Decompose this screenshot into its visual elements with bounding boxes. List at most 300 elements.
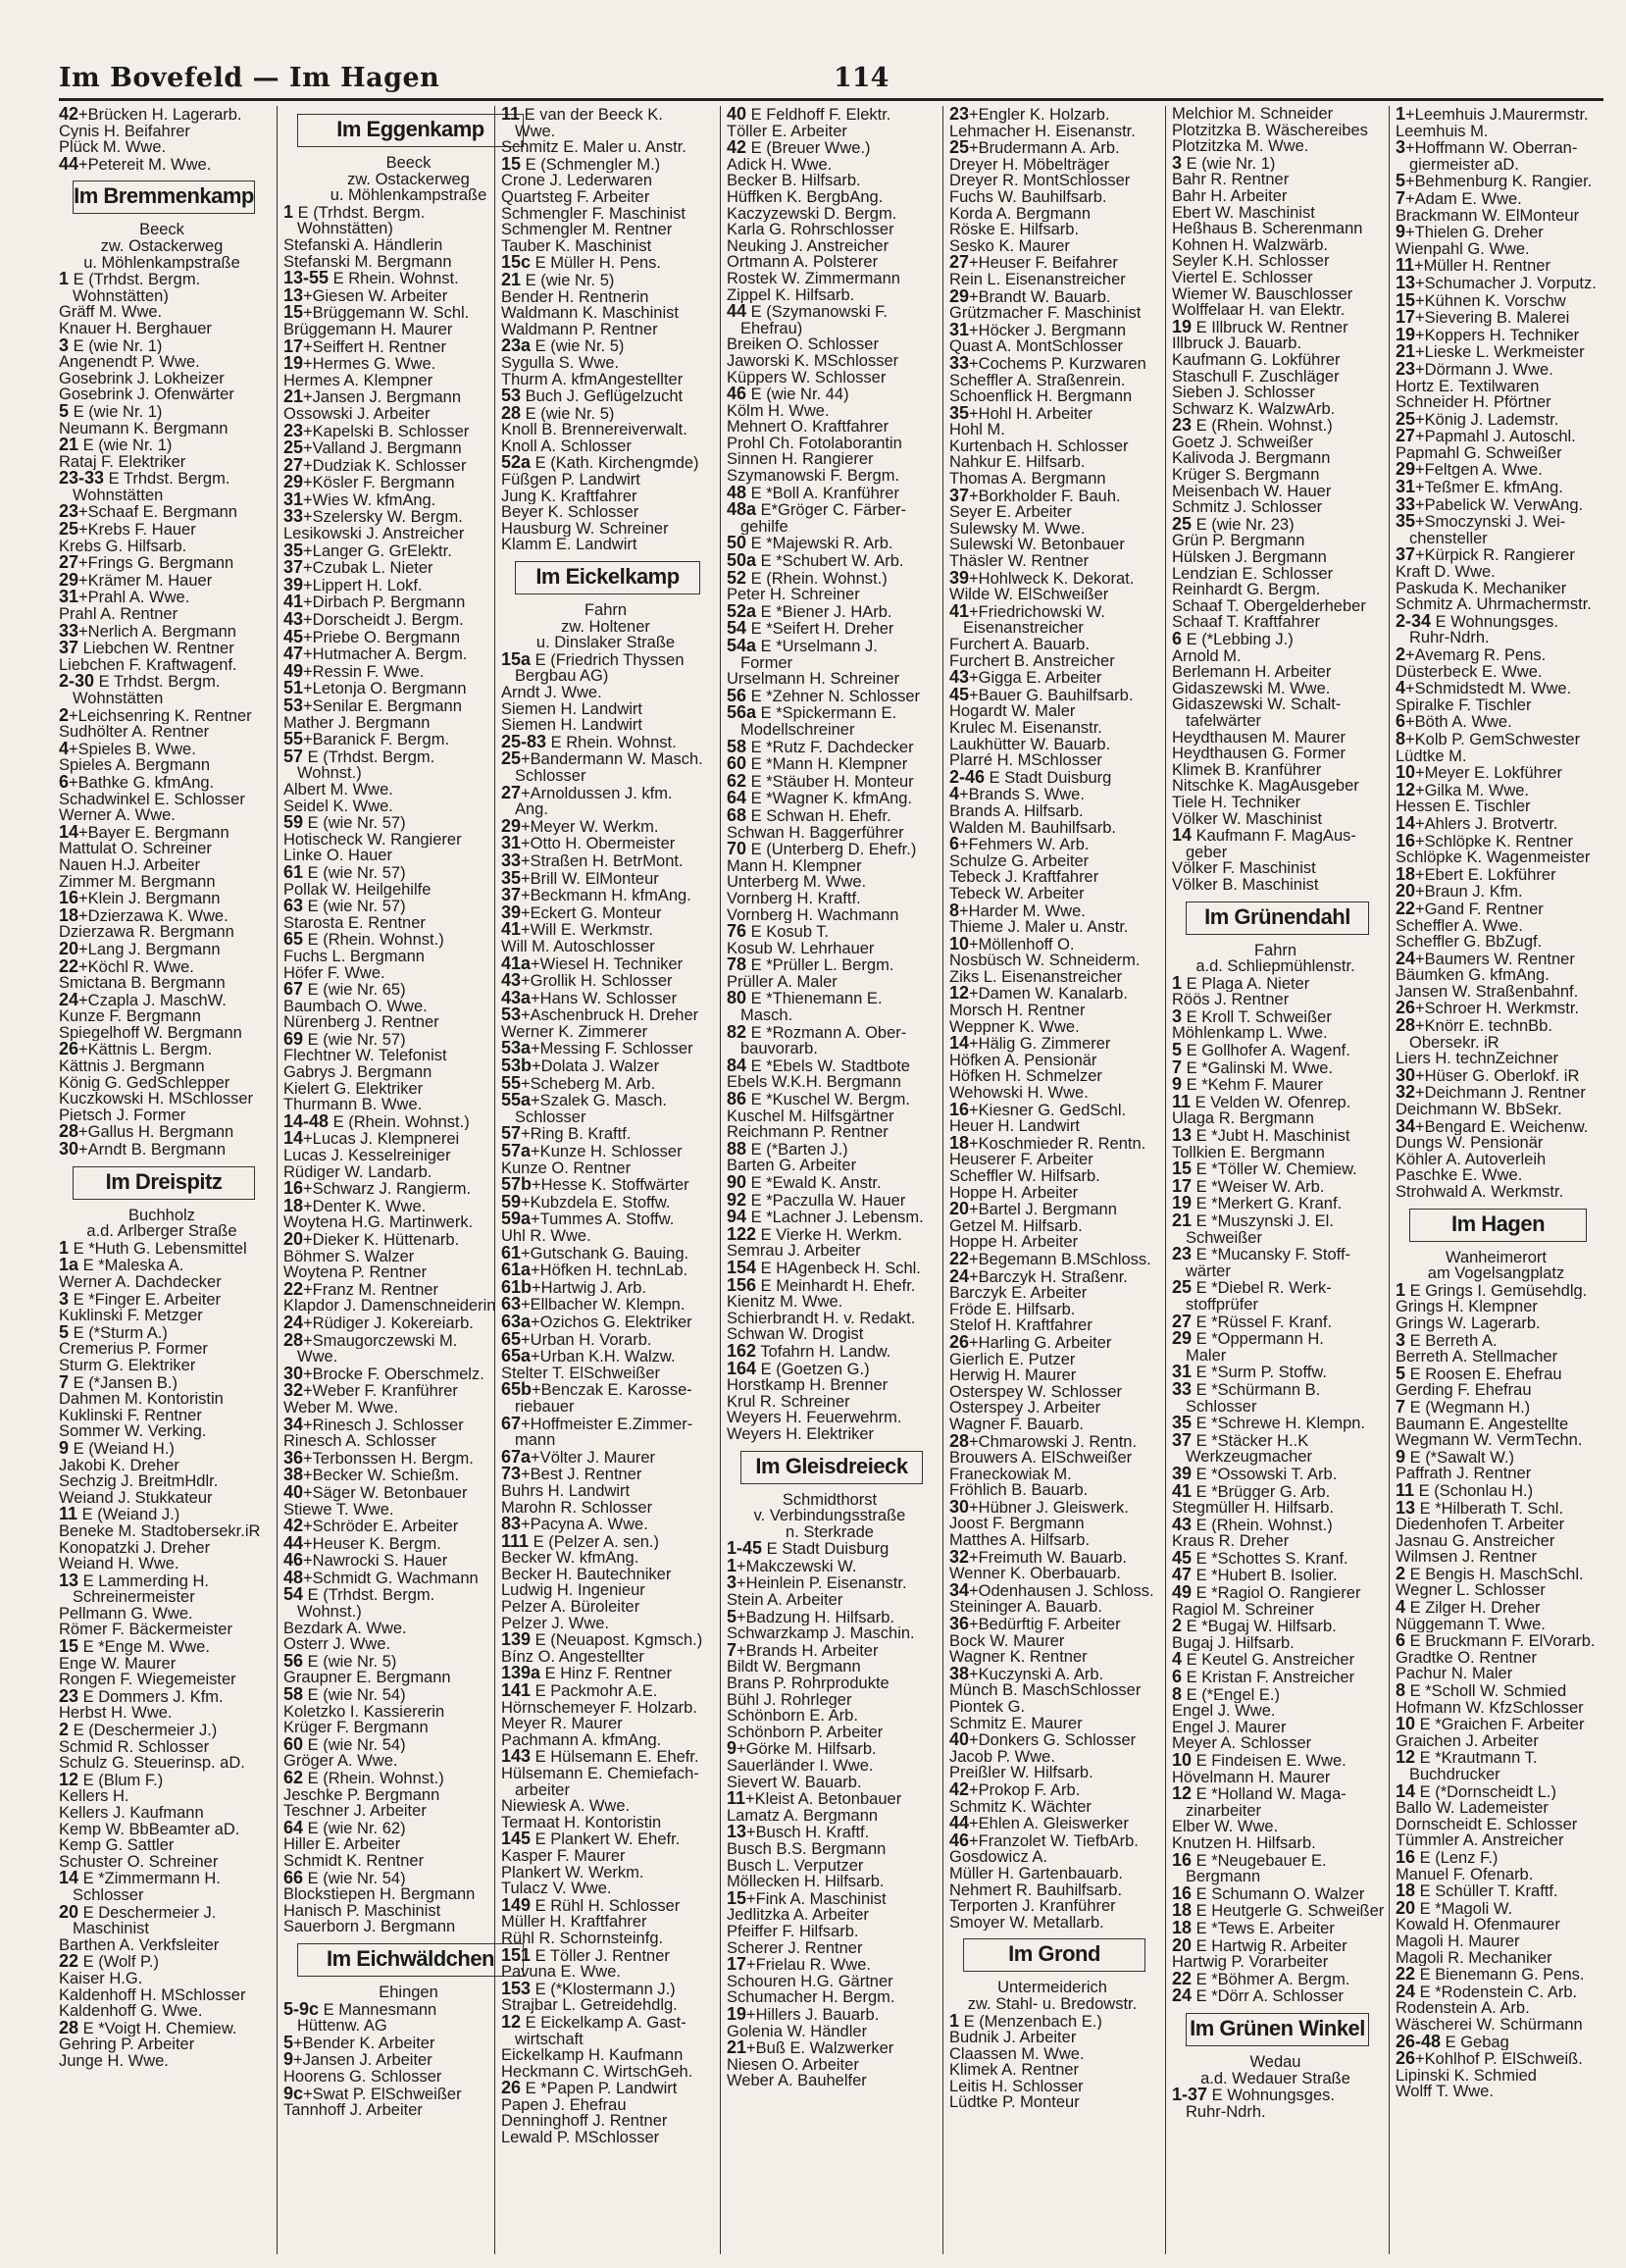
resident-entry: Schulze G. Arbeiter: [949, 852, 1090, 870]
resident-entry: 1 E (Trhdst. Bergm.: [59, 271, 201, 288]
resident-entry: Spiegelhoff W. Bergmann: [59, 1024, 242, 1042]
resident-entry: 1 E Grings I. Gemüsehdlg.: [1396, 1281, 1588, 1300]
resident-entry: 35+Langer G. GrElektr.: [283, 541, 452, 560]
resident-entry: Mehnert O. Kraftfahrer: [727, 419, 889, 436]
resident-entry: 1+Leemhuis J.Maurermstr.: [1396, 106, 1589, 124]
resident-entry: Ballo W. Lademeister: [1396, 1800, 1549, 1817]
resident-entry: 57b+Hesse K. Stoffwärter: [501, 1176, 689, 1194]
resident-entry: 61+Gutschank G. Bauing.: [501, 1244, 689, 1263]
resident-entry: 6 E Kristan F. Anstreicher: [1172, 1669, 1355, 1686]
resident-entry: Claassen M. Wwe.: [949, 2045, 1085, 2063]
resident-entry: Krüger S. Bergmann: [1172, 467, 1320, 484]
resident-entry: Dreyer H. Möbelträger: [949, 156, 1110, 174]
resident-entry: 11+Kleist A. Betonbauer: [727, 1790, 902, 1808]
resident-entry: Spiralke F. Tischler: [1396, 696, 1532, 714]
resident-entry: 12 E (Blum F.): [59, 1771, 164, 1789]
resident-entry: Dungs W. Pensionär: [1396, 1135, 1544, 1152]
resident-entry: Bahr R. Rentner: [1172, 172, 1290, 188]
resident-entry: Franeckowiak M.: [949, 1466, 1072, 1483]
resident-entry: 20+Lang J. Bergmann: [59, 940, 221, 958]
resident-entry: Kohnen H. Walzwärb.: [1172, 236, 1328, 254]
resident-entry: 111 E (Pelzer A. sen.): [501, 1532, 660, 1551]
resident-entry: 86 E *Kuschel W. Bergm.: [727, 1091, 910, 1108]
resident-entry: 58 E (wie Nr. 54): [283, 1686, 406, 1704]
resident-entry: 2 E Bengis H. MaschSchl.: [1396, 1565, 1584, 1583]
resident-entry: 21 E (wie Nr. 1): [59, 437, 173, 454]
resident-entry: 84 E *Ebels W. Stadtbote: [727, 1057, 910, 1075]
resident-entry: 88 E (*Barten J.): [727, 1140, 848, 1159]
resident-entry: 21 E *Muszynski J. El.: [1172, 1212, 1334, 1230]
resident-entry: Ossowski J. Arbeiter: [283, 405, 431, 423]
resident-entry: Ziks L. Eisenanstreicher: [949, 968, 1123, 986]
resident-entry: 27+Frings G. Bergmann: [59, 554, 234, 572]
resident-entry: Dahmen M. Kontoristin: [59, 1391, 224, 1408]
resident-entry: Prahl A. Rentner: [59, 606, 178, 623]
resident-entry: 46+Nawrocki S. Hauer: [283, 1552, 448, 1570]
resident-entry: Barthen A. Verkfsleiter: [59, 1936, 220, 1954]
resident-entry: Bühl J. Rohrleger: [727, 1691, 852, 1709]
resident-entry: 27+Dudziak K. Schlosser: [283, 456, 467, 475]
resident-entry: 20 E Deschermeier J.: [59, 1903, 217, 1922]
resident-entry: Hoorens G. Schlosser: [283, 2068, 442, 2086]
resident-entry: Gosebrink J. Ofenwärter: [59, 387, 234, 403]
entry-continuation: Schweißer: [1186, 1229, 1262, 1247]
resident-entry: Wilmsen J. Rentner: [1396, 1549, 1537, 1566]
resident-entry: Uhl R. Wwe.: [501, 1228, 591, 1245]
resident-entry: 29+Krämer M. Hauer: [59, 571, 213, 590]
resident-entry: Gosdowicz A.: [949, 1849, 1047, 1866]
resident-entry: 15c E Müller H. Pens.: [501, 254, 662, 272]
resident-entry: 5 E Roosen E. Ehefrau: [1396, 1365, 1562, 1383]
resident-entry: Kuklinski F. Metzger: [59, 1308, 203, 1324]
resident-entry: 1-37 E Wohnungsges.: [1172, 2087, 1335, 2104]
resident-entry: 24 E *Rodenstein C. Arb.: [1396, 1983, 1578, 2001]
resident-entry: Sauerländer I. Wwe.: [727, 1758, 874, 1775]
resident-entry: 16+Schwarz J. Rangierm.: [283, 1180, 472, 1198]
resident-entry: 18 E Heutgerle G. Schweißer: [1172, 1902, 1385, 1920]
resident-entry: 65b+Benczak E. Karosse-: [501, 1381, 692, 1399]
resident-entry: 26+Harling G. Arbeiter: [949, 1333, 1112, 1352]
resident-entry: Pfeiffer F. Hilfsarb.: [727, 1923, 859, 1940]
resident-entry: 149 E Rühl H. Schlosser: [501, 1896, 681, 1915]
resident-entry: Scheffler G. BbZugf.: [1396, 934, 1543, 951]
resident-entry: 43+Gigga E. Arbeiter: [949, 669, 1102, 687]
resident-entry: 25+Valland J. Bergmann: [283, 439, 462, 457]
resident-entry: 25 E *Diebel R. Werk-: [1172, 1279, 1332, 1297]
resident-entry: Fuchs L. Bergmann: [283, 948, 425, 965]
resident-entry: Thieme J. Maler u. Anstr.: [949, 919, 1129, 936]
resident-entry: Lehmacher H. Eisenanstr.: [949, 123, 1136, 140]
entry-continuation: Schreinermeister: [73, 1589, 195, 1606]
resident-entry: 17+Frielau R. Wwe.: [727, 1956, 872, 1974]
resident-entry: Krebs G. Hilfsarb.: [59, 538, 187, 555]
resident-entry: 14-48 E (Rhein. Wohnst.): [283, 1112, 470, 1131]
resident-entry: Müller H. Kraftfahrer: [501, 1914, 647, 1931]
resident-entry: Seidel K. Wwe.: [283, 798, 393, 815]
resident-entry: 3 E (wie Nr. 1): [59, 336, 163, 355]
resident-entry: 68 E Schwan H. Ehefr.: [727, 806, 891, 825]
resident-entry: Flechtner W. Telefonist: [283, 1048, 447, 1065]
resident-entry: Stefanski A. Händlerin: [283, 236, 443, 254]
resident-entry: 33+Pabelick W. VerwAng.: [1396, 495, 1584, 514]
resident-entry: Leemhuis M.: [1396, 123, 1489, 140]
resident-entry: Kunze F. Bergmann: [59, 1008, 201, 1025]
resident-entry: Schwan H. Baggerführer: [727, 824, 904, 842]
resident-entry: 34+Odenhausen J. Schloss.: [949, 1581, 1154, 1600]
resident-entry: Blockstiepen H. Bergmann: [283, 1886, 476, 1903]
resident-entry: 9 E (*Sawalt W.): [1396, 1448, 1514, 1467]
resident-entry: Karla G. Rohrschlosser: [727, 222, 894, 238]
resident-entry: Nehmert R. Bauhilfsarb.: [949, 1881, 1123, 1899]
resident-entry: Thäsler W. Rentner: [949, 553, 1090, 570]
resident-entry: Rühl R. Schornsteinfg.: [501, 1930, 664, 1947]
street-heading: Im Dreispitz: [73, 1166, 255, 1200]
resident-entry: Furchert B. Anstreicher: [949, 652, 1115, 670]
resident-entry: Ortmann A. Polsterer: [727, 254, 879, 271]
resident-entry: 67+Hoffmeister E.Zimmer-: [501, 1415, 693, 1433]
resident-entry: Hiller E. Arbeiter: [283, 1836, 401, 1853]
resident-entry: Terporten J. Kranführer: [949, 1898, 1116, 1915]
district-label: zw. Stahl- u. Bredowstr.: [967, 1995, 1138, 2013]
resident-entry: Wegner L. Schlosser: [1396, 1582, 1546, 1600]
resident-entry: 122 E Vierke H. Werkm.: [727, 1225, 902, 1244]
resident-entry: Diedenhofen T. Arbeiter: [1396, 1517, 1565, 1533]
resident-entry: Spieles A. Bergmann: [59, 757, 211, 774]
resident-entry: 143 E Hülsemann E. Ehefr.: [501, 1748, 699, 1766]
resident-entry: 49+Ressin F. Wwe.: [283, 662, 425, 681]
resident-entry: Gierlich E. Putzer: [949, 1351, 1076, 1368]
resident-entry: 12 E *Holland W. Maga-: [1172, 1785, 1347, 1803]
resident-entry: Tebeck J. Kraftfahrer: [949, 869, 1099, 886]
resident-entry: Höfken A. Pensionär: [949, 1052, 1097, 1069]
resident-entry: Szymanowski F. Bergm.: [727, 468, 900, 485]
resident-entry: 10+Meyer E. Lokführer: [1396, 764, 1562, 782]
resident-entry: Ludwig H. Ingenieur: [501, 1582, 645, 1600]
resident-entry: Knauer H. Berghauer: [59, 320, 212, 337]
resident-entry: 82 E *Rozmann A. Ober-: [727, 1023, 907, 1042]
resident-entry: 56a E *Spickermann E.: [727, 704, 897, 722]
resident-entry: 45+Priebe O. Bergmann: [283, 628, 461, 646]
resident-entry: Hogardt W. Maler: [949, 703, 1076, 720]
resident-entry: Füßgen P. Landwirt: [501, 472, 640, 489]
resident-entry: 27+Arnoldussen J. kfm.: [501, 784, 673, 802]
resident-entry: Schoenflick H. Bergmann: [949, 388, 1133, 405]
street-heading: Im Bremmenkamp: [73, 180, 255, 214]
resident-entry: Weber A. Bauhelfer: [727, 2073, 867, 2089]
resident-entry: Scheffler W. Hilfsarb.: [949, 1168, 1100, 1185]
district-label: u. Dinslaker Straße: [535, 635, 676, 651]
resident-entry: Joost F. Bergmann: [949, 1516, 1085, 1533]
resident-entry: Beneke M. Stadtobersekr.iR: [59, 1522, 261, 1540]
resident-entry: 2+Avemarg R. Pens.: [1396, 646, 1547, 664]
district-label: n. Sterkrade: [786, 1523, 874, 1541]
resident-entry: Brans P. Rohrprodukte: [727, 1675, 889, 1692]
resident-entry: Klimek A. Rentner: [949, 2062, 1080, 2079]
resident-entry: 14+Hälig G. Zimmerer: [949, 1035, 1111, 1053]
resident-entry: 55+Baranick F. Bergm.: [283, 731, 450, 748]
resident-entry: 70 E (Unterberg D. Ehefr.): [727, 841, 917, 858]
resident-entry: Graupner E. Bergmann: [283, 1670, 451, 1687]
resident-entry: Heuserer F. Arbeiter: [949, 1152, 1093, 1168]
resident-entry: 12+Damen W. Kanalarb.: [949, 985, 1128, 1004]
resident-entry: Hotischeck W. Rangierer: [283, 831, 462, 849]
resident-entry: 24+Baumers W. Rentner: [1396, 950, 1575, 968]
resident-entry: Sinnen H. Rangierer: [727, 451, 874, 469]
resident-entry: 48+Schmidt G. Wachmann: [283, 1569, 479, 1587]
resident-entry: 8 E *Scholl W. Schmied: [1396, 1682, 1567, 1700]
resident-entry: Meyer R. Maurer: [501, 1716, 623, 1732]
resident-entry: Pachur N. Maler: [1396, 1666, 1513, 1683]
resident-entry: 10+Möllenhoff O.: [949, 935, 1075, 954]
resident-entry: 8+Kolb P. GemSchwester: [1396, 730, 1581, 748]
resident-entry: 8+Harder M. Wwe.: [949, 902, 1086, 920]
resident-entry: Fuchs W. Bauhilfsarb.: [949, 188, 1107, 206]
resident-entry: Enge W. Maurer: [59, 1655, 177, 1673]
resident-entry: Neuking J. Anstreicher: [727, 237, 889, 255]
resident-entry: Breiken O. Schlosser: [727, 336, 879, 353]
resident-entry: Gidaszewski W. Schalt-: [1172, 696, 1342, 713]
entry-continuation: Former: [740, 654, 793, 672]
resident-entry: Will M. Autoschlosser: [501, 938, 655, 955]
resident-entry: 59a+Tummes A. Stoffw.: [501, 1211, 675, 1228]
resident-entry: Hausburg W. Schreiner: [501, 520, 669, 538]
resident-entry: 92 E *Paczulla W. Hauer: [727, 1191, 906, 1210]
resident-entry: 18 E *Tews E. Arbeiter: [1172, 1919, 1335, 1937]
resident-entry: Thomas A. Bergmann: [949, 471, 1106, 488]
resident-entry: 8 E (*Engel E.): [1172, 1685, 1280, 1704]
resident-entry: 94 E *Lachner J. Lebensm.: [727, 1209, 924, 1226]
resident-entry: 52a E *Biener J. HArb.: [727, 602, 892, 621]
resident-entry: 30+Brocke F. Oberschmelz.: [283, 1365, 484, 1383]
resident-entry: Korda A. Bergmann: [949, 205, 1092, 223]
resident-entry: 52 E (Rhein. Wohnst.): [727, 569, 888, 588]
resident-entry: 5 E (*Sturm A.): [59, 1323, 168, 1342]
resident-entry: Köhler A. Autoverleih: [1396, 1151, 1547, 1168]
resident-entry: 35+Brill W. ElMonteur: [501, 869, 659, 888]
entry-continuation: Wwe.: [515, 123, 556, 140]
resident-entry: 13 E Lammerding H.: [59, 1572, 209, 1590]
resident-entry: Paffrath J. Rentner: [1396, 1466, 1532, 1482]
resident-entry: Römer F. Bäckermeister: [59, 1622, 232, 1639]
resident-entry: Knoll B. Brennereiverwalt.: [501, 422, 687, 438]
resident-entry: Grützmacher F. Maschinist: [949, 305, 1142, 322]
resident-entry: 33+Szelersky W. Bergm.: [283, 508, 463, 527]
resident-entry: 15 E (Schmengler M.): [501, 155, 661, 174]
resident-entry: Heßhaus B. Scherenmann: [1172, 221, 1363, 237]
resident-entry: Elber W. Wwe.: [1172, 1819, 1279, 1835]
resident-entry: Rostek W. Zimmermann: [727, 270, 900, 287]
resident-entry: Küppers W. Schlosser: [727, 369, 887, 387]
resident-entry: Seyer E. Arbeiter: [949, 504, 1072, 521]
resident-entry: Sulewski W. Betonbauer: [949, 537, 1125, 554]
entry-continuation: Buchdrucker: [1409, 1767, 1500, 1783]
resident-entry: 46+Franzolet W. TiefbArb.: [949, 1831, 1139, 1850]
resident-entry: Lamatz A. Bergmann: [727, 1807, 879, 1825]
resident-entry: Denninghoff J. Rentner: [501, 2113, 668, 2131]
resident-entry: 23a E (wie Nr. 5): [501, 337, 625, 355]
resident-entry: Schönborn E. Arb.: [727, 1708, 858, 1725]
resident-entry: 21 E (wie Nr. 5): [501, 271, 615, 289]
resident-entry: 42+Schröder E. Arbeiter: [283, 1518, 459, 1535]
resident-entry: 41+Friedrichowski W.: [949, 602, 1105, 621]
resident-entry: 67 E (wie Nr. 65): [283, 981, 406, 999]
resident-entry: 65a+Urban K.H. Walzw.: [501, 1348, 676, 1366]
resident-entry: Meyer A. Schlosser: [1172, 1735, 1312, 1752]
resident-entry: Prüller A. Maler: [727, 973, 838, 991]
resident-entry: Preißler W. Hilfsarb.: [949, 1765, 1093, 1781]
resident-entry: 30+Hüser G. Oberlokf. iR: [1396, 1066, 1580, 1085]
resident-entry: Herbst H. Wwe.: [59, 1705, 173, 1723]
resident-entry: Rataj F. Elektriker: [59, 453, 186, 471]
resident-entry: Ebels W.K.H. Bergmann: [727, 1074, 901, 1092]
resident-entry: Plankert W. Werkm.: [501, 1864, 644, 1881]
entry-continuation: giermeister aD.: [1409, 156, 1519, 174]
resident-entry: 9 E *Kehm F. Maurer: [1172, 1076, 1323, 1094]
entry-continuation: Maschinist: [73, 1921, 149, 1937]
resident-entry: Deichmann W. BbSekr.: [1396, 1102, 1562, 1118]
resident-entry: 23-33 E Trhdst. Bergm.: [59, 470, 230, 488]
resident-entry: Arndt J. Wwe.: [501, 685, 602, 701]
resident-entry: Hessen E. Tischler: [1396, 799, 1531, 815]
resident-entry: 28 E (wie Nr. 5): [501, 404, 615, 423]
resident-entry: Jasnau G. Anstreicher: [1396, 1532, 1555, 1550]
resident-entry: 42+Prokop F. Arb.: [949, 1780, 1081, 1799]
resident-entry: Schaaf T. Obergelderheber: [1172, 597, 1366, 615]
resident-entry: 63+Ellbacher W. Klempn.: [501, 1296, 686, 1314]
resident-entry: 62 E *Stäuber H. Monteur: [727, 772, 914, 791]
resident-entry: Jedlitzka A. Arbeiter: [727, 1907, 869, 1924]
resident-entry: Pelzer A. Büroleiter: [501, 1599, 640, 1616]
resident-entry: Krulec M. Eisenanstr.: [949, 719, 1102, 737]
resident-entry: 69 E (wie Nr. 57): [283, 1030, 406, 1049]
resident-entry: 35+Hohl H. Arbeiter: [949, 404, 1093, 423]
entry-continuation: Modellschreiner: [740, 721, 855, 739]
resident-entry: Stefanski M. Bergmann: [283, 253, 452, 271]
resident-entry: Grün P. Bergmann: [1172, 533, 1305, 550]
resident-entry: 36+Bedürftig F. Arbeiter: [949, 1616, 1121, 1633]
resident-entry: Waldmann K. Maschinist: [501, 305, 679, 322]
running-title: Im Bovefeld — Im Hagen: [59, 63, 440, 93]
resident-entry: Klapdor J. Damenschneiderin: [283, 1298, 496, 1314]
resident-entry: 32+Deichmann J. Rentner: [1396, 1084, 1586, 1103]
resident-entry: Nürenberg J. Rentner: [283, 1014, 439, 1031]
resident-entry: Neumann K. Bergmann: [59, 420, 229, 438]
resident-entry: Starosta E. Rentner: [283, 914, 426, 932]
resident-entry: Weber M. Wwe.: [283, 1399, 399, 1417]
resident-entry: Hülsemann E. Chemiefach-: [501, 1766, 699, 1782]
resident-entry: Schönborn P. Arbeiter: [727, 1724, 884, 1741]
resident-entry: 13+Busch H. Kraftf.: [727, 1824, 870, 1841]
resident-entry: 3 E Kroll T. Schweißer: [1172, 1007, 1332, 1026]
resident-entry: Wagner F. Bauarb.: [949, 1416, 1084, 1433]
resident-entry: Koletzko I. Kassiererin: [283, 1703, 445, 1721]
resident-entry: 37 Liebchen W. Rentner: [59, 640, 234, 657]
resident-entry: 49 E *Ragiol O. Rangierer: [1172, 1584, 1361, 1602]
district-label: am Vogelsangplatz: [1427, 1265, 1565, 1282]
resident-entry: Schmitz E. Maurer: [949, 1715, 1083, 1732]
directory-columns: [59, 106, 1606, 2254]
resident-entry: 1a E *Maleska A.: [59, 1257, 184, 1274]
resident-entry: Werner A. Wwe.: [59, 807, 176, 824]
resident-entry: Albert M. Wwe.: [283, 781, 393, 799]
resident-entry: Nahkur E. Hilfsarb.: [949, 454, 1086, 472]
resident-entry: 27+Papmahl J. Autoschl.: [1396, 428, 1576, 445]
resident-entry: 15 E *Enge M. Wwe.: [59, 1638, 210, 1656]
resident-entry: Hoppe H. Arbeiter: [949, 1184, 1079, 1202]
resident-entry: Schaaf T. Kraftfahrer: [1172, 614, 1321, 631]
resident-entry: Arnold M.: [1172, 647, 1242, 665]
resident-entry: Horstkamp H. Brenner: [727, 1377, 889, 1394]
resident-entry: Liebchen F. Kraftwagenf.: [59, 656, 237, 674]
resident-entry: 32+Weber F. Kranführer: [283, 1382, 458, 1400]
resident-entry: 20 E Hartwig R. Arbeiter: [1172, 1936, 1347, 1955]
resident-entry: Völker F. Maschinist: [1172, 860, 1316, 877]
resident-entry: 90 E *Ewald K. Anstr.: [727, 1174, 882, 1192]
resident-entry: Reinhardt G. Bergm.: [1172, 582, 1321, 598]
resident-entry: Seyler K.H. Schlosser: [1172, 253, 1330, 270]
resident-entry: Kunze O. Rentner: [501, 1160, 632, 1177]
street-heading: Im Grond: [963, 1938, 1145, 1972]
resident-entry: 58 E *Rutz F. Dachdecker: [727, 738, 914, 756]
resident-entry: Stelof H. Kraftfahrer: [949, 1317, 1092, 1334]
resident-entry: 31+Höcker J. Bergmann: [949, 321, 1127, 339]
resident-entry: 22+Köchl R. Wwe.: [59, 957, 194, 976]
resident-entry: Kuklinski F. Rentner: [59, 1407, 202, 1424]
entry-continuation: Wohnstätten: [73, 691, 164, 707]
resident-entry: 25+Brudermann A. Arb.: [949, 139, 1120, 157]
district-label: Ehingen: [379, 1984, 438, 2001]
entry-continuation: Bergmann: [1186, 1869, 1261, 1885]
resident-entry: Papmahl G. Schweißer: [1396, 444, 1562, 462]
resident-entry: Kemp W. BbBeamter aD.: [59, 1821, 240, 1838]
resident-entry: Pellmann G. Wwe.: [59, 1605, 193, 1623]
resident-entry: Böhmer S. Walzer: [283, 1248, 415, 1265]
resident-entry: Grings W. Lagerarb.: [1396, 1314, 1541, 1332]
resident-entry: Wenner K. Oberbauarb.: [949, 1566, 1121, 1582]
resident-entry: Wolff T. Wwe.: [1396, 2084, 1494, 2100]
resident-entry: 14 Kaufmann F. MagAus-: [1172, 827, 1356, 845]
resident-entry: 154 E HAgenbeck H. Schl.: [727, 1259, 921, 1277]
resident-entry: Weyers H. Feuerwehrm.: [727, 1410, 902, 1426]
entry-continuation: gehilfe: [740, 518, 788, 536]
resident-entry: 20 E *Magoli W.: [1396, 1899, 1513, 1918]
resident-entry: 13+Schumacher J. Vorputz.: [1396, 274, 1597, 292]
resident-entry: Fröde E. Hilfsarb.: [949, 1301, 1076, 1318]
resident-entry: Tulacz V. Wwe.: [501, 1881, 612, 1897]
resident-entry: Goetz J. Schweißer: [1172, 434, 1313, 451]
resident-entry: 153 E (*Klostermann J.): [501, 1980, 676, 1998]
resident-entry: 17 E *Weiser W. Arb.: [1172, 1177, 1325, 1196]
resident-entry: 61b+Hartwig J. Arb.: [501, 1278, 646, 1297]
resident-entry: Sievert W. Bauarb.: [727, 1774, 862, 1791]
resident-entry: 29+Brandt W. Bauarb.: [949, 287, 1111, 306]
resident-entry: Hanisch P. Maschinist: [283, 1902, 441, 1920]
resident-entry: 5-9c E Mannesmann: [283, 2000, 437, 2019]
entry-continuation: Wohnstätten): [297, 221, 393, 237]
entry-continuation: Wohnst.): [297, 765, 362, 782]
resident-entry: 64 E *Wagner K. kfmAng.: [727, 790, 913, 807]
resident-entry: Tiele H. Techniker: [1172, 794, 1301, 811]
resident-entry: 19+Hillers J. Bauarb.: [727, 2005, 880, 2024]
resident-entry: 19 E Illbruck W. Rentner: [1172, 318, 1348, 336]
resident-entry: Kaczyzewski D. Bergm.: [727, 205, 897, 223]
resident-entry: Becker H. Bautechniker: [501, 1566, 672, 1583]
resident-entry: 39 E *Ossowski T. Arb.: [1172, 1465, 1338, 1483]
street-heading: Im Eggenkamp: [297, 114, 524, 147]
resident-entry: Woytena H.G. Martinwerk.: [283, 1214, 474, 1231]
resident-entry: 29+Meyer W. Werkm.: [501, 817, 659, 836]
resident-entry: 54 E (Trhdst. Bergm.: [283, 1586, 435, 1605]
